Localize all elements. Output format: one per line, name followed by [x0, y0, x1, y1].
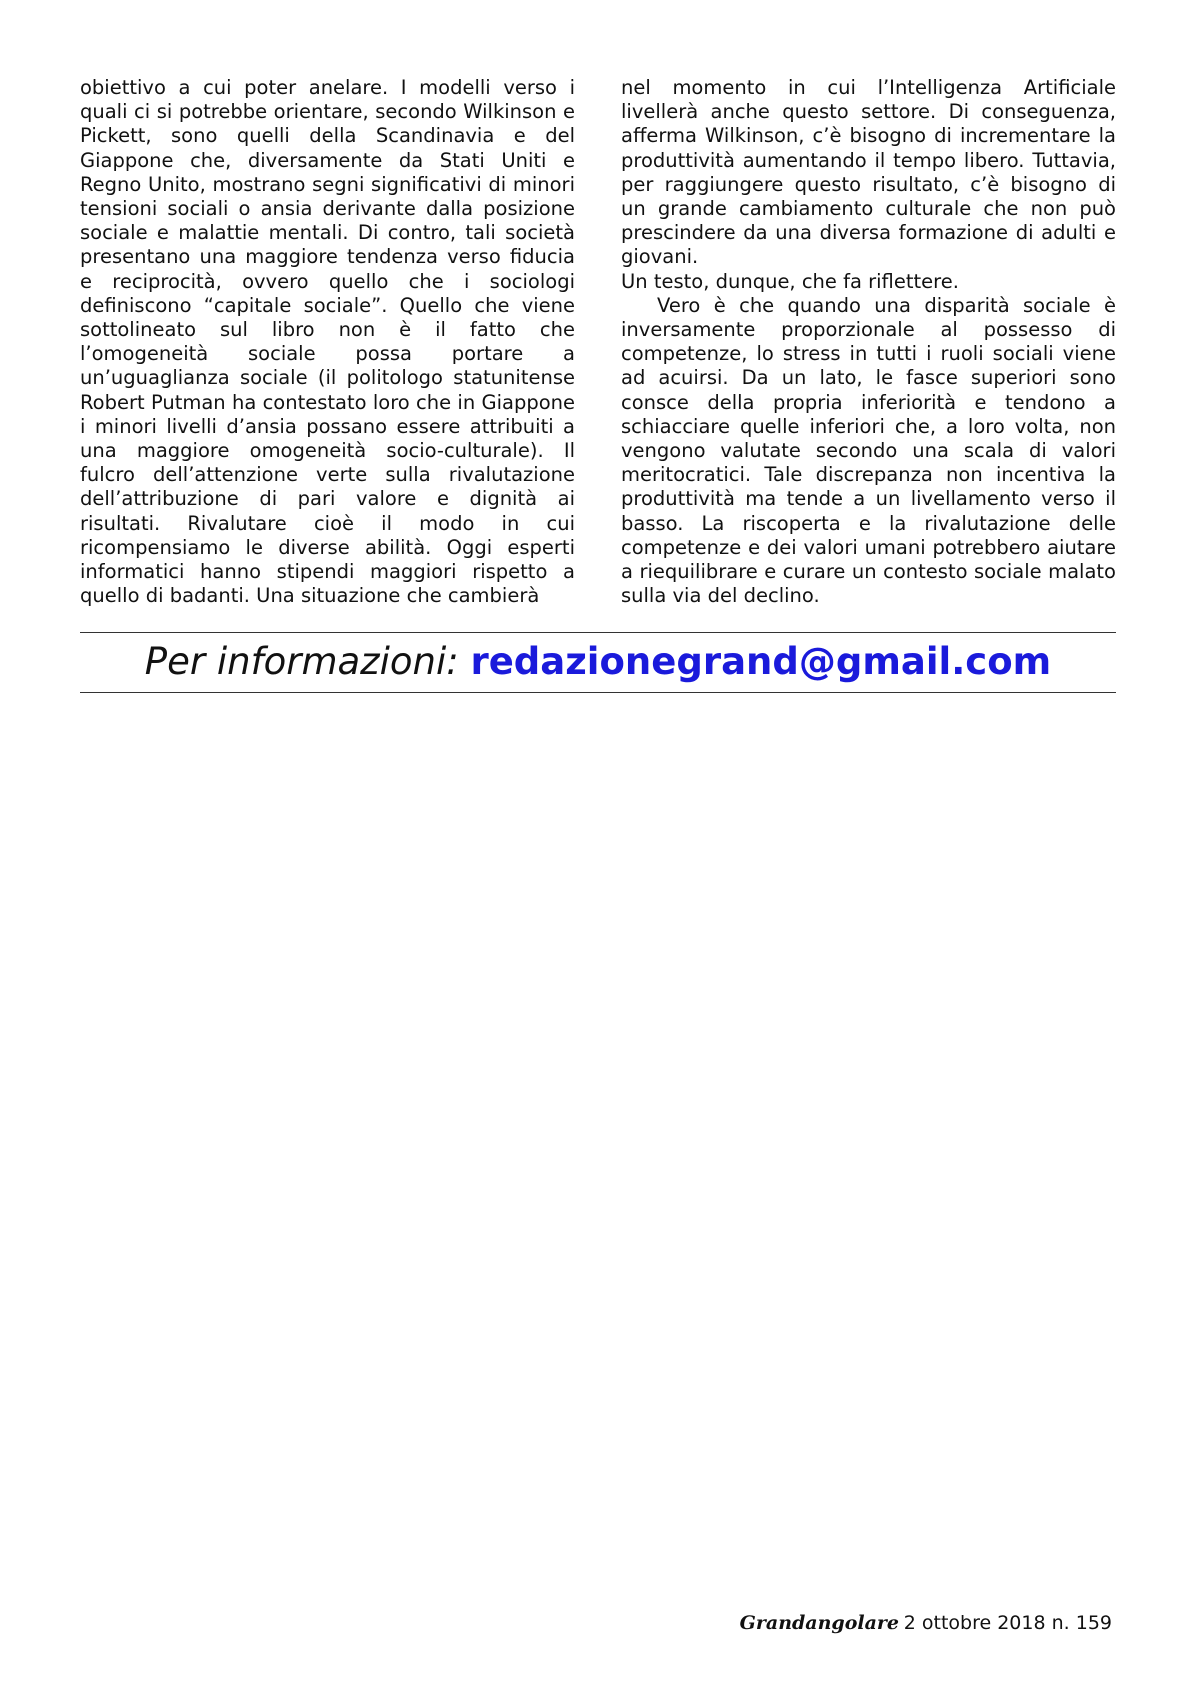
article-left-column — [80, 76, 575, 608]
article-paragraph: nel momento in cui l’Intelligenza Artificiale livellerà anche questo settore. Di conseguenza, afferma Wilkinson, c’è bisogno di incrementare la produttività aumentando il tempo libero. Tuttavia, per raggiungere questo risultato, c’è bisogno di un grande cambiamento culturale che non può prescindere da una diversa formazione di adulti e giovani. — [621, 76, 1116, 269]
article-paragraph: obiettivo a cui poter anelare. I modelli verso i quali ci si potrebbe orientare, secondo Wilkinson e Pickett, sono quelli della Scandinavia e del Giappone che, diversamente da Stati Uniti e Regno Unito, mostrano segni significativi di minori tensioni sociali o ansia derivante dalla posizione sociale e malattie mentali. Di contro, tali società presentano una maggiore tendenza verso fiducia e reciprocità, ovvero quello che i sociologi definiscono “capitale sociale”. Quello che viene sottolineato sul libro non è il fatto che l’omogeneità sociale possa portare a un’uguaglianza sociale (il politologo statunitense Robert Putman ha contestato loro che in Giappone i minori livelli d’ansia possano essere attribuiti a una maggiore omogeneità socio-culturale). Il fulcro dell’attenzione verte sulla rivalutazione dell’attribuzione di pari valore e dignità ai risultati. Rivalutare cioè il modo in cui ricompensiamo le diverse abilità. Oggi esperti informatici hanno stipendi maggiori rispetto a quello di badanti. Una situazione che cambierà — [80, 76, 575, 608]
footer-date-issue: 2 ottobre 2018 n. 159 — [903, 1612, 1112, 1634]
article-paragraph: Un testo, dunque, che fa riflettere. — [621, 269, 959, 293]
article-right-column — [621, 76, 1116, 608]
contact-banner — [80, 632, 1116, 692]
contact-bottom-rule — [80, 692, 1116, 693]
contact-label: Per informazioni: — [144, 640, 459, 683]
page-footer — [740, 1612, 1112, 1635]
contact-email-link[interactable]: redazionegrand@gmail.com — [470, 640, 1052, 683]
footer-brand: Grandangolare — [739, 1612, 899, 1634]
article-paragraph: Vero è che quando una disparità sociale è inversamente proporzionale al possesso di competenze, lo stress in tutti i ruoli sociali viene ad acuirsi. Da un lato, le fasce superiori sono consce della propria inferiorità e tendono a schiacciare quelle inferiori che, a loro volta, non vengono valutate secondo una scala di valori meritocratici. Tale discrepanza non incentiva la produttività ma tende a un livellamento verso il basso. La riscoperta e la rivalutazione delle competenze e dei valori umani potrebbero aiutare a riequilibrare e curare un contesto sociale malato sulla via del declino. — [621, 293, 1116, 608]
